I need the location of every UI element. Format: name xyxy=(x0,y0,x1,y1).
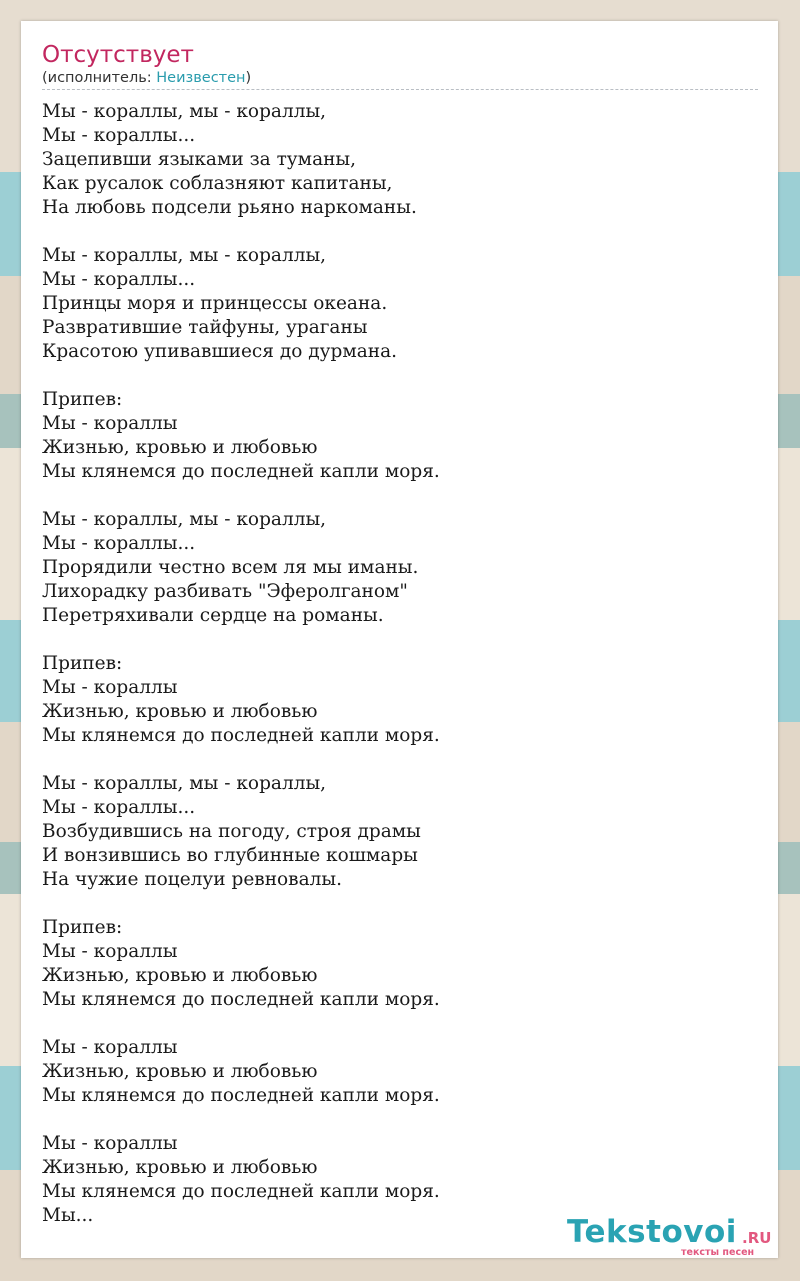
lyric-blank-line xyxy=(42,892,758,916)
artist-line xyxy=(42,70,251,86)
lyric-line: Зацепивши языками за туманы, xyxy=(42,149,357,170)
lyric-line: Как русалок соблазняют капитаны, xyxy=(42,173,393,194)
lyric-line: Мы - кораллы xyxy=(42,677,178,698)
lyrics-text xyxy=(42,100,758,1228)
lyric-line: Мы - кораллы, мы - кораллы, xyxy=(42,101,327,122)
divider xyxy=(42,89,758,90)
logo-tld: .RU xyxy=(742,1229,772,1247)
lyric-line: Жизнью, кровью и любовью xyxy=(42,1061,318,1082)
song-title: Отсутствует xyxy=(42,42,194,68)
lyric-line: Лихорадку разбивать "Эферолганом" xyxy=(42,581,408,602)
lyric-line: На любовь подсели рьяно наркоманы. xyxy=(42,197,417,218)
lyric-blank-line xyxy=(42,1012,758,1036)
lyric-line: Мы клянемся до последней капли моря. xyxy=(42,1085,440,1106)
lyric-line: Припев: xyxy=(42,917,123,938)
lyric-line: Мы - кораллы... xyxy=(42,533,196,554)
lyric-line: Жизнью, кровью и любовью xyxy=(42,965,318,986)
lyric-line: Мы... xyxy=(42,1205,94,1226)
lyric-line: Мы - кораллы... xyxy=(42,797,196,818)
lyric-line: Мы - кораллы... xyxy=(42,269,196,290)
lyric-line: На чужие поцелуи ревновалы. xyxy=(42,869,342,890)
lyric-line: Мы клянемся до последней капли моря. xyxy=(42,1181,440,1202)
lyric-line: Красотою упивавшиеся до дурмана. xyxy=(42,341,398,362)
artist-suffix: ) xyxy=(245,70,252,86)
lyric-line: Развратившие тайфуны, ураганы xyxy=(42,317,368,338)
logo-tagline: тексты песен xyxy=(681,1247,755,1258)
lyric-blank-line xyxy=(42,364,758,388)
lyric-line: Мы клянемся до последней капли моря. xyxy=(42,461,440,482)
artist-prefix: (исполнитель: xyxy=(42,70,157,86)
lyric-line: Мы - кораллы, мы - кораллы, xyxy=(42,509,327,530)
lyric-blank-line xyxy=(42,628,758,652)
lyric-line: Припев: xyxy=(42,653,123,674)
lyric-line: Жизнью, кровью и любовью xyxy=(42,701,318,722)
lyric-blank-line xyxy=(42,484,758,508)
lyric-blank-line xyxy=(42,220,758,244)
lyric-line: Мы - кораллы xyxy=(42,413,178,434)
lyric-line: Мы - кораллы xyxy=(42,1133,178,1154)
lyric-line: Мы - кораллы... xyxy=(42,125,196,146)
lyric-blank-line xyxy=(42,1108,758,1132)
lyric-line: Перетряхивали сердце на романы. xyxy=(42,605,384,626)
lyric-line: Жизнью, кровью и любовью xyxy=(42,1157,318,1178)
lyric-line: Припев: xyxy=(42,389,123,410)
lyrics-card xyxy=(21,21,778,1258)
logo-name: Tekstovoi xyxy=(567,1214,737,1250)
lyric-line: Мы - кораллы xyxy=(42,941,178,962)
lyric-line: Мы клянемся до последней капли моря. xyxy=(42,989,440,1010)
lyric-line: И вонзившись во глубинные кошмары xyxy=(42,845,418,866)
lyric-line: Возбудившись на погоду, строя драмы xyxy=(42,821,421,842)
lyric-line: Мы клянемся до последней капли моря. xyxy=(42,725,440,746)
lyric-line: Прорядили честно всем ля мы иманы. xyxy=(42,557,419,578)
lyric-line: Жизнью, кровью и любовью xyxy=(42,437,318,458)
lyric-line: Мы - кораллы, мы - кораллы, xyxy=(42,245,327,266)
lyric-blank-line xyxy=(42,748,758,772)
artist-link[interactable]: Неизвестен xyxy=(156,70,246,86)
lyric-line: Принцы моря и принцессы океана. xyxy=(42,293,388,314)
lyric-line: Мы - кораллы xyxy=(42,1037,178,1058)
lyric-line: Мы - кораллы, мы - кораллы, xyxy=(42,773,327,794)
site-logo[interactable] xyxy=(567,1214,777,1258)
